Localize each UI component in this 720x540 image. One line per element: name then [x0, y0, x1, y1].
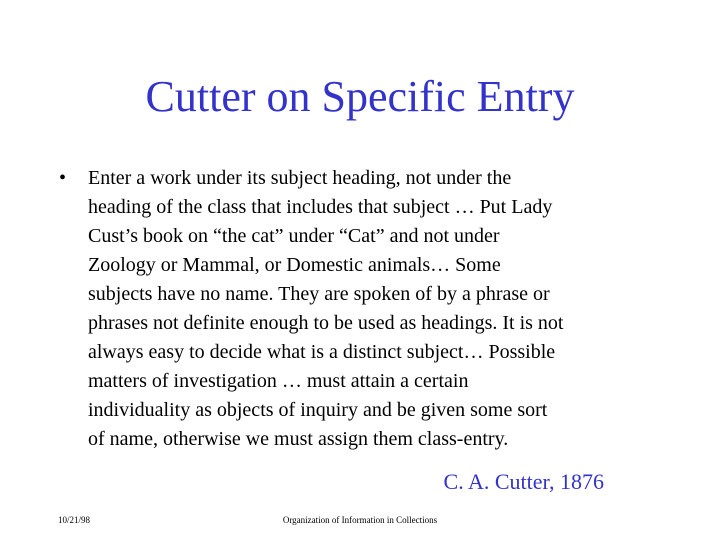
- bullet-marker: •: [59, 167, 67, 189]
- footer-date: 10/21/98: [58, 515, 91, 525]
- bullet-item: [59, 164, 669, 454]
- quote-attribution: C. A. Cutter, 1876: [443, 469, 604, 494]
- quote-line-6: phrases not definite enough to be used as headings. It is not: [88, 312, 564, 334]
- quote-line-10: of name, otherwise we must assign them class-entry.: [88, 428, 509, 450]
- footer-title: Organization of Information in Collections: [282, 515, 438, 525]
- quote-line-8: matters of investigation … must attain a certain: [88, 370, 469, 392]
- quote-line-4: Zoology or Mammal, or Domestic animals… Some: [88, 254, 501, 276]
- quote-line-7: always easy to decide what is a distinct subject… Possible: [88, 341, 556, 363]
- slide-title: Cutter on Specific Entry: [145, 72, 575, 121]
- quote-line-9: individuality as objects of inquiry and be given some sort: [88, 399, 548, 421]
- quote-line-2: heading of the class that includes that subject … Put Lady: [88, 196, 553, 218]
- quote-line-1: Enter a work under its subject heading, not under the: [88, 167, 512, 189]
- quote-line-5: subjects have no name. They are spoken of by a phrase or: [88, 283, 550, 305]
- quote-text: [88, 164, 669, 454]
- quote-line-3: Cust’s book on “the cat” under “Cat” and not under: [88, 225, 500, 247]
